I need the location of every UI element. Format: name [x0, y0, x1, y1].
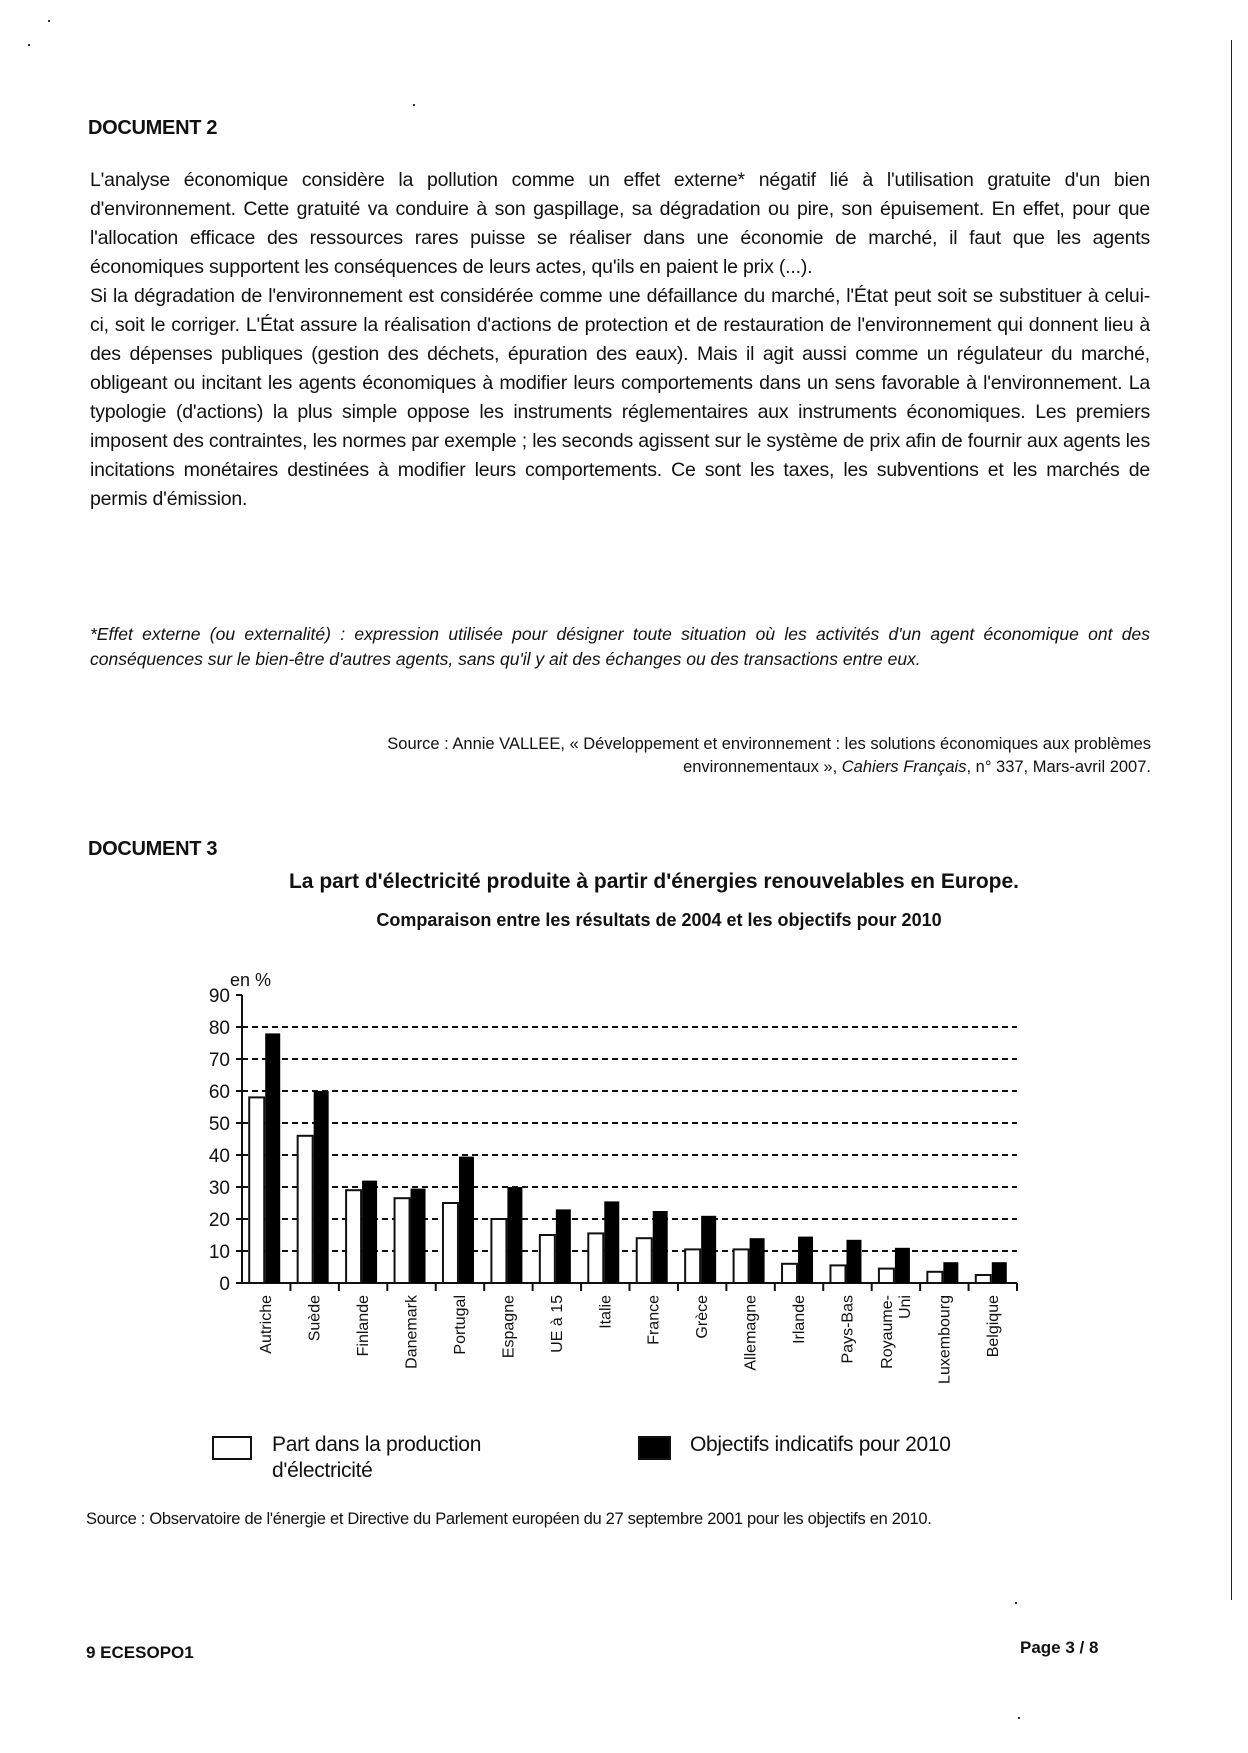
bar-objective [265, 1033, 280, 1283]
x-category-label: Uni [896, 1295, 914, 1320]
source-text: environnementaux », [683, 758, 842, 776]
document2-heading: DOCUMENT 2 [88, 117, 218, 139]
source-text: , n° 337, Mars-avril 2007. [966, 758, 1151, 776]
page-number: Page 3 / 8 [1020, 1638, 1099, 1657]
legend-label-objectives: Objectifs indicatifs pour 2010 [690, 1433, 951, 1456]
document2-paragraph-1: L'analyse économique considère la pollution comme un effet externe* négatif lié à l'utilisation gratuite d'un bien d'environnement. Cette gratuité va conduire à son gaspillage, sa dégradation ou pire, son épuisement. En effet, pour que l'allocation efficace des ressources rares puisse se réaliser dans une économie de marché, il faut que les agents économiques supportent les conséquences de leurs actes, qu'ils en paient le prix (...). [90, 169, 1150, 278]
bar-production [443, 1203, 458, 1283]
x-category-label: Belgique [984, 1295, 1002, 1358]
bar-production [540, 1235, 555, 1283]
y-tick-label: 20 [208, 1210, 230, 1231]
bar-production [927, 1272, 942, 1283]
x-category-label: Pays-Bas [839, 1295, 857, 1364]
y-tick-label: 10 [208, 1242, 230, 1263]
x-category-label: France [645, 1295, 663, 1345]
bar-production [249, 1097, 264, 1283]
bar-objective [992, 1262, 1007, 1283]
document2-body [90, 166, 1150, 514]
x-category-label: Danemark [403, 1295, 421, 1369]
bar-production [734, 1249, 749, 1283]
bar-production [782, 1264, 797, 1283]
x-category-label: Autriche [258, 1295, 276, 1354]
document2-paragraph-2: Si la dégradation de l'environnement est considérée comme une défaillance du marché, l'État peut soit se substituer à celui-ci, soit le corriger. L'État assure la réalisation d'actions de protection et de restauration de l'environnement qui donnent lieu à des dépenses publiques (gestion des déchets, épuration des eaux). Mais il agit aussi comme un régulateur du marché, obligeant ou incitant les agents économiques à modifier leurs comportements dans un sens favorable à l'environnement. La typologie (d'actions) la plus simple oppose les instruments réglementaires aux instruments économiques. Les premiers imposent des contraintes, les normes par exemple ; les seconds agissent sur le système de prix afin de fournir aux agents les incitations monétaires destinées à modifier leurs comportements. Ce sont les taxes, les subventions et les marchés de permis d'émission. [90, 285, 1150, 510]
bar-production [879, 1269, 894, 1283]
bar-objective [798, 1237, 813, 1283]
document3-heading: DOCUMENT 3 [88, 838, 218, 860]
y-tick-label: 70 [208, 1050, 230, 1071]
legend-label-production [272, 1432, 481, 1484]
bar-objective [411, 1189, 426, 1283]
bar-objective [846, 1240, 861, 1283]
x-category-label: Italie [597, 1295, 615, 1329]
bar-objective [604, 1201, 619, 1283]
scan-speck [48, 20, 50, 22]
journal-title: Cahiers Français [841, 758, 967, 776]
y-tick-label: 30 [208, 1178, 230, 1199]
scan-speck [1015, 1602, 1017, 1604]
bar-production [491, 1219, 506, 1283]
bar-objective [943, 1262, 958, 1283]
bar-objective [750, 1238, 765, 1283]
y-axis-unit: en % [230, 970, 272, 990]
source-line-1: Source : Annie VALLEE, « Développement et environnement : les solutions économiques aux problèmes [387, 735, 1151, 753]
bar-production [298, 1136, 313, 1283]
document2-source [171, 733, 1151, 779]
x-category-label: Luxembourg [936, 1295, 954, 1384]
y-tick-label: 90 [208, 986, 230, 1007]
x-category-label: Espagne [500, 1295, 518, 1359]
x-category-label: Portugal [451, 1295, 469, 1355]
x-category-label: Grèce [694, 1295, 712, 1339]
scan-speck [1018, 1717, 1020, 1719]
source-line-2 [171, 756, 1151, 779]
bar-objective [701, 1216, 716, 1283]
bar-objective [459, 1157, 474, 1283]
chart-subtitle: Comparaison entre les résultats de 2004 et les objectifs pour 2010 [376, 910, 942, 930]
externality-footnote: *Effet externe (ou externalité) : expression utilisée pour désigner toute situation où les activités d'un agent économique ont des conséquences sur le bien-être d'autres agents, sans qu'il y ait des échanges ou des transactions entre eux. [90, 624, 1150, 669]
bar-objective [556, 1209, 571, 1283]
bar-objective [362, 1181, 377, 1283]
x-category-label: Suède [306, 1295, 324, 1342]
y-tick-label: 80 [208, 1018, 230, 1039]
scan-speck [413, 104, 415, 106]
legend-swatch-black [638, 1436, 671, 1460]
bar-objective [507, 1187, 522, 1283]
y-tick-label: 40 [208, 1146, 230, 1167]
x-category-label: UE à 15 [548, 1295, 566, 1353]
page-edge-rule [1231, 40, 1232, 1600]
bar-production [346, 1190, 361, 1283]
exam-code: 9 ECESOPO1 [86, 1643, 194, 1662]
bar-objective [314, 1091, 329, 1283]
bar-chart [190, 985, 1030, 1405]
legend-text: Part dans la production [272, 1433, 482, 1456]
bar-production [685, 1249, 700, 1283]
x-category-label: Irlande [791, 1295, 809, 1344]
legend-text: d'électricité [272, 1459, 373, 1482]
bar-objective [653, 1211, 668, 1283]
document3-source: Source : Observatoire de l'énergie et Directive du Parlement européen du 27 septembre 2001 pour les objectifs en 2010. [86, 1510, 932, 1528]
y-tick-label: 60 [208, 1082, 230, 1103]
y-tick-label: 0 [219, 1274, 230, 1295]
bar-production [830, 1265, 845, 1283]
legend-swatch-white [212, 1436, 252, 1460]
x-category-label: Allemagne [742, 1295, 760, 1371]
scan-speck [28, 44, 30, 46]
bar-production [976, 1275, 991, 1283]
x-category-label: Finlande [355, 1295, 373, 1357]
bar-production [588, 1233, 603, 1283]
x-category-label: Royaume- [878, 1295, 896, 1369]
bar-production [637, 1238, 652, 1283]
chart-title: La part d'électricité produite à partir d'énergies renouvelables en Europe. [288, 870, 1020, 893]
bar-production [395, 1198, 410, 1283]
bar-objective [895, 1248, 910, 1283]
y-tick-label: 50 [208, 1114, 230, 1135]
